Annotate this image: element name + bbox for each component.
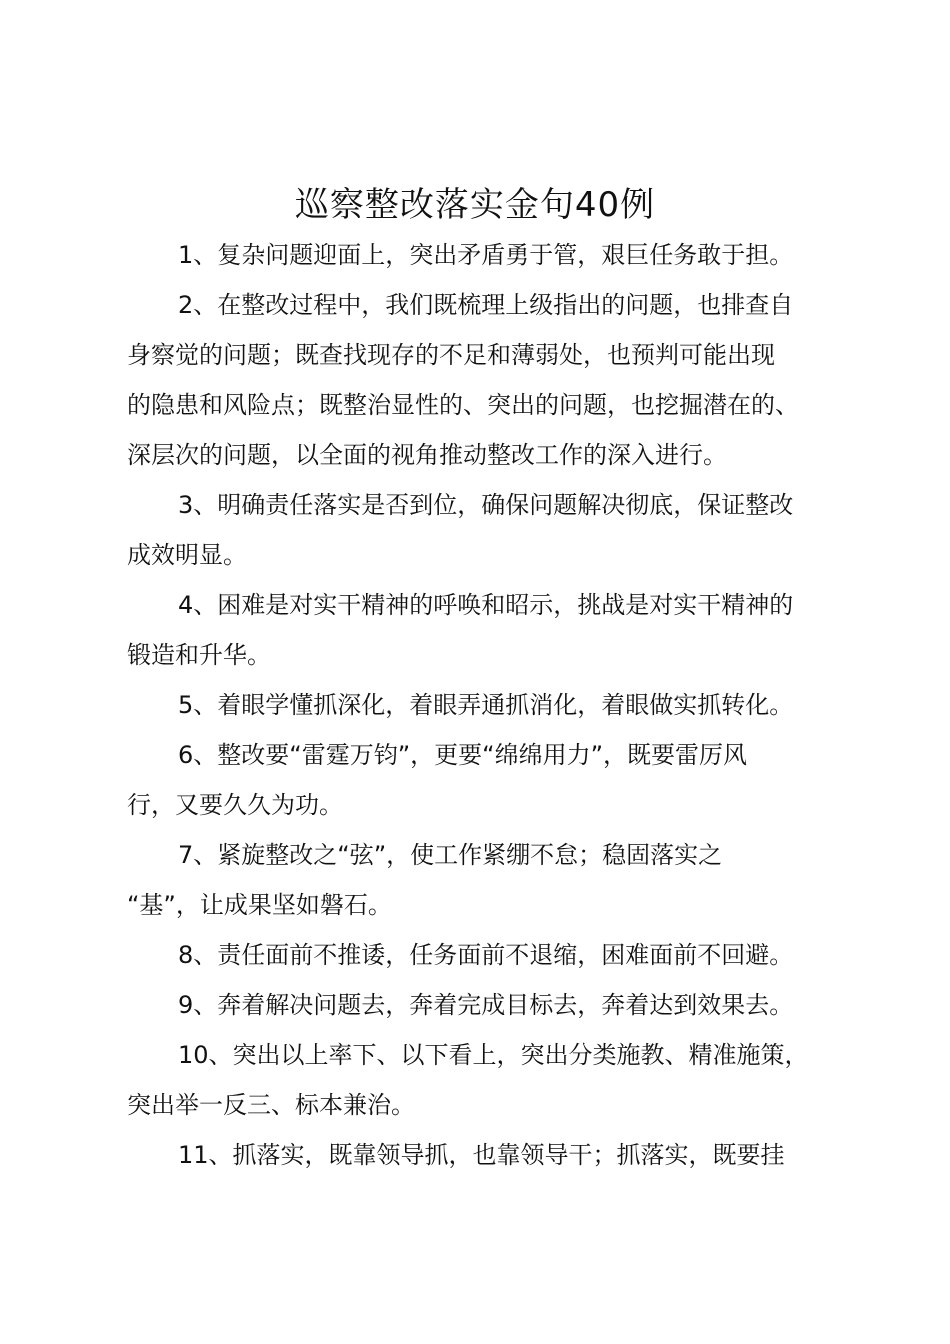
text-line: “基”，让成果坚如磐石。 (127, 891, 392, 919)
text-line: 1、复杂问题迎面上，突出矛盾勇于管，艰巨任务敢于担。 (178, 241, 794, 269)
text-line: 锻造和升华。 (127, 641, 271, 669)
text-line: 2、在整改过程中，我们既梳理上级指出的问题，也排查自 (178, 291, 794, 319)
document-title: 巡察整改落实金句40例 (294, 185, 656, 225)
text-line: 4、困难是对实干精神的呼唤和昭示，挑战是对实干精神的 (178, 591, 794, 619)
text-line: 的隐患和风险点；既整治显性的、突出的问题，也挖掘潜在的、 (127, 391, 799, 419)
text-line: 突出举一反三、标本兼治。 (127, 1091, 415, 1119)
text-line: 5、着眼学懂抓深化，着眼弄通抓消化，着眼做实抓转化。 (178, 691, 794, 719)
text-line: 3、明确责任落实是否到位，确保问题解决彻底，保证整改 (178, 491, 794, 519)
text-line: 成效明显。 (127, 541, 247, 569)
text-line: 身察觉的问题；既查找现存的不足和薄弱处，也预判可能出现 (127, 341, 775, 369)
text-line: 6、整改要“雷霆万钧”，更要“绵绵用力”，既要雷厉风 (178, 741, 748, 769)
text-line: 10、突出以上率下、以下看上，突出分类施教、精准施策， (178, 1041, 809, 1069)
text-line: 7、紧旋整改之“弦”，使工作紧绷不怠；稳固落实之 (178, 841, 723, 869)
text-line: 11、抓落实，既靠领导抓，也靠领导干；抓落实，既要挂 (178, 1141, 785, 1169)
text-line: 9、奔着解决问题去，奔着完成目标去，奔着达到效果去。 (178, 991, 794, 1019)
text-line: 行，又要久久为功。 (127, 791, 343, 819)
text-line: 8、责任面前不推诿，任务面前不退缩，困难面前不回避。 (178, 941, 794, 969)
text-line: 深层次的问题，以全面的视角推动整改工作的深入进行。 (127, 441, 727, 469)
